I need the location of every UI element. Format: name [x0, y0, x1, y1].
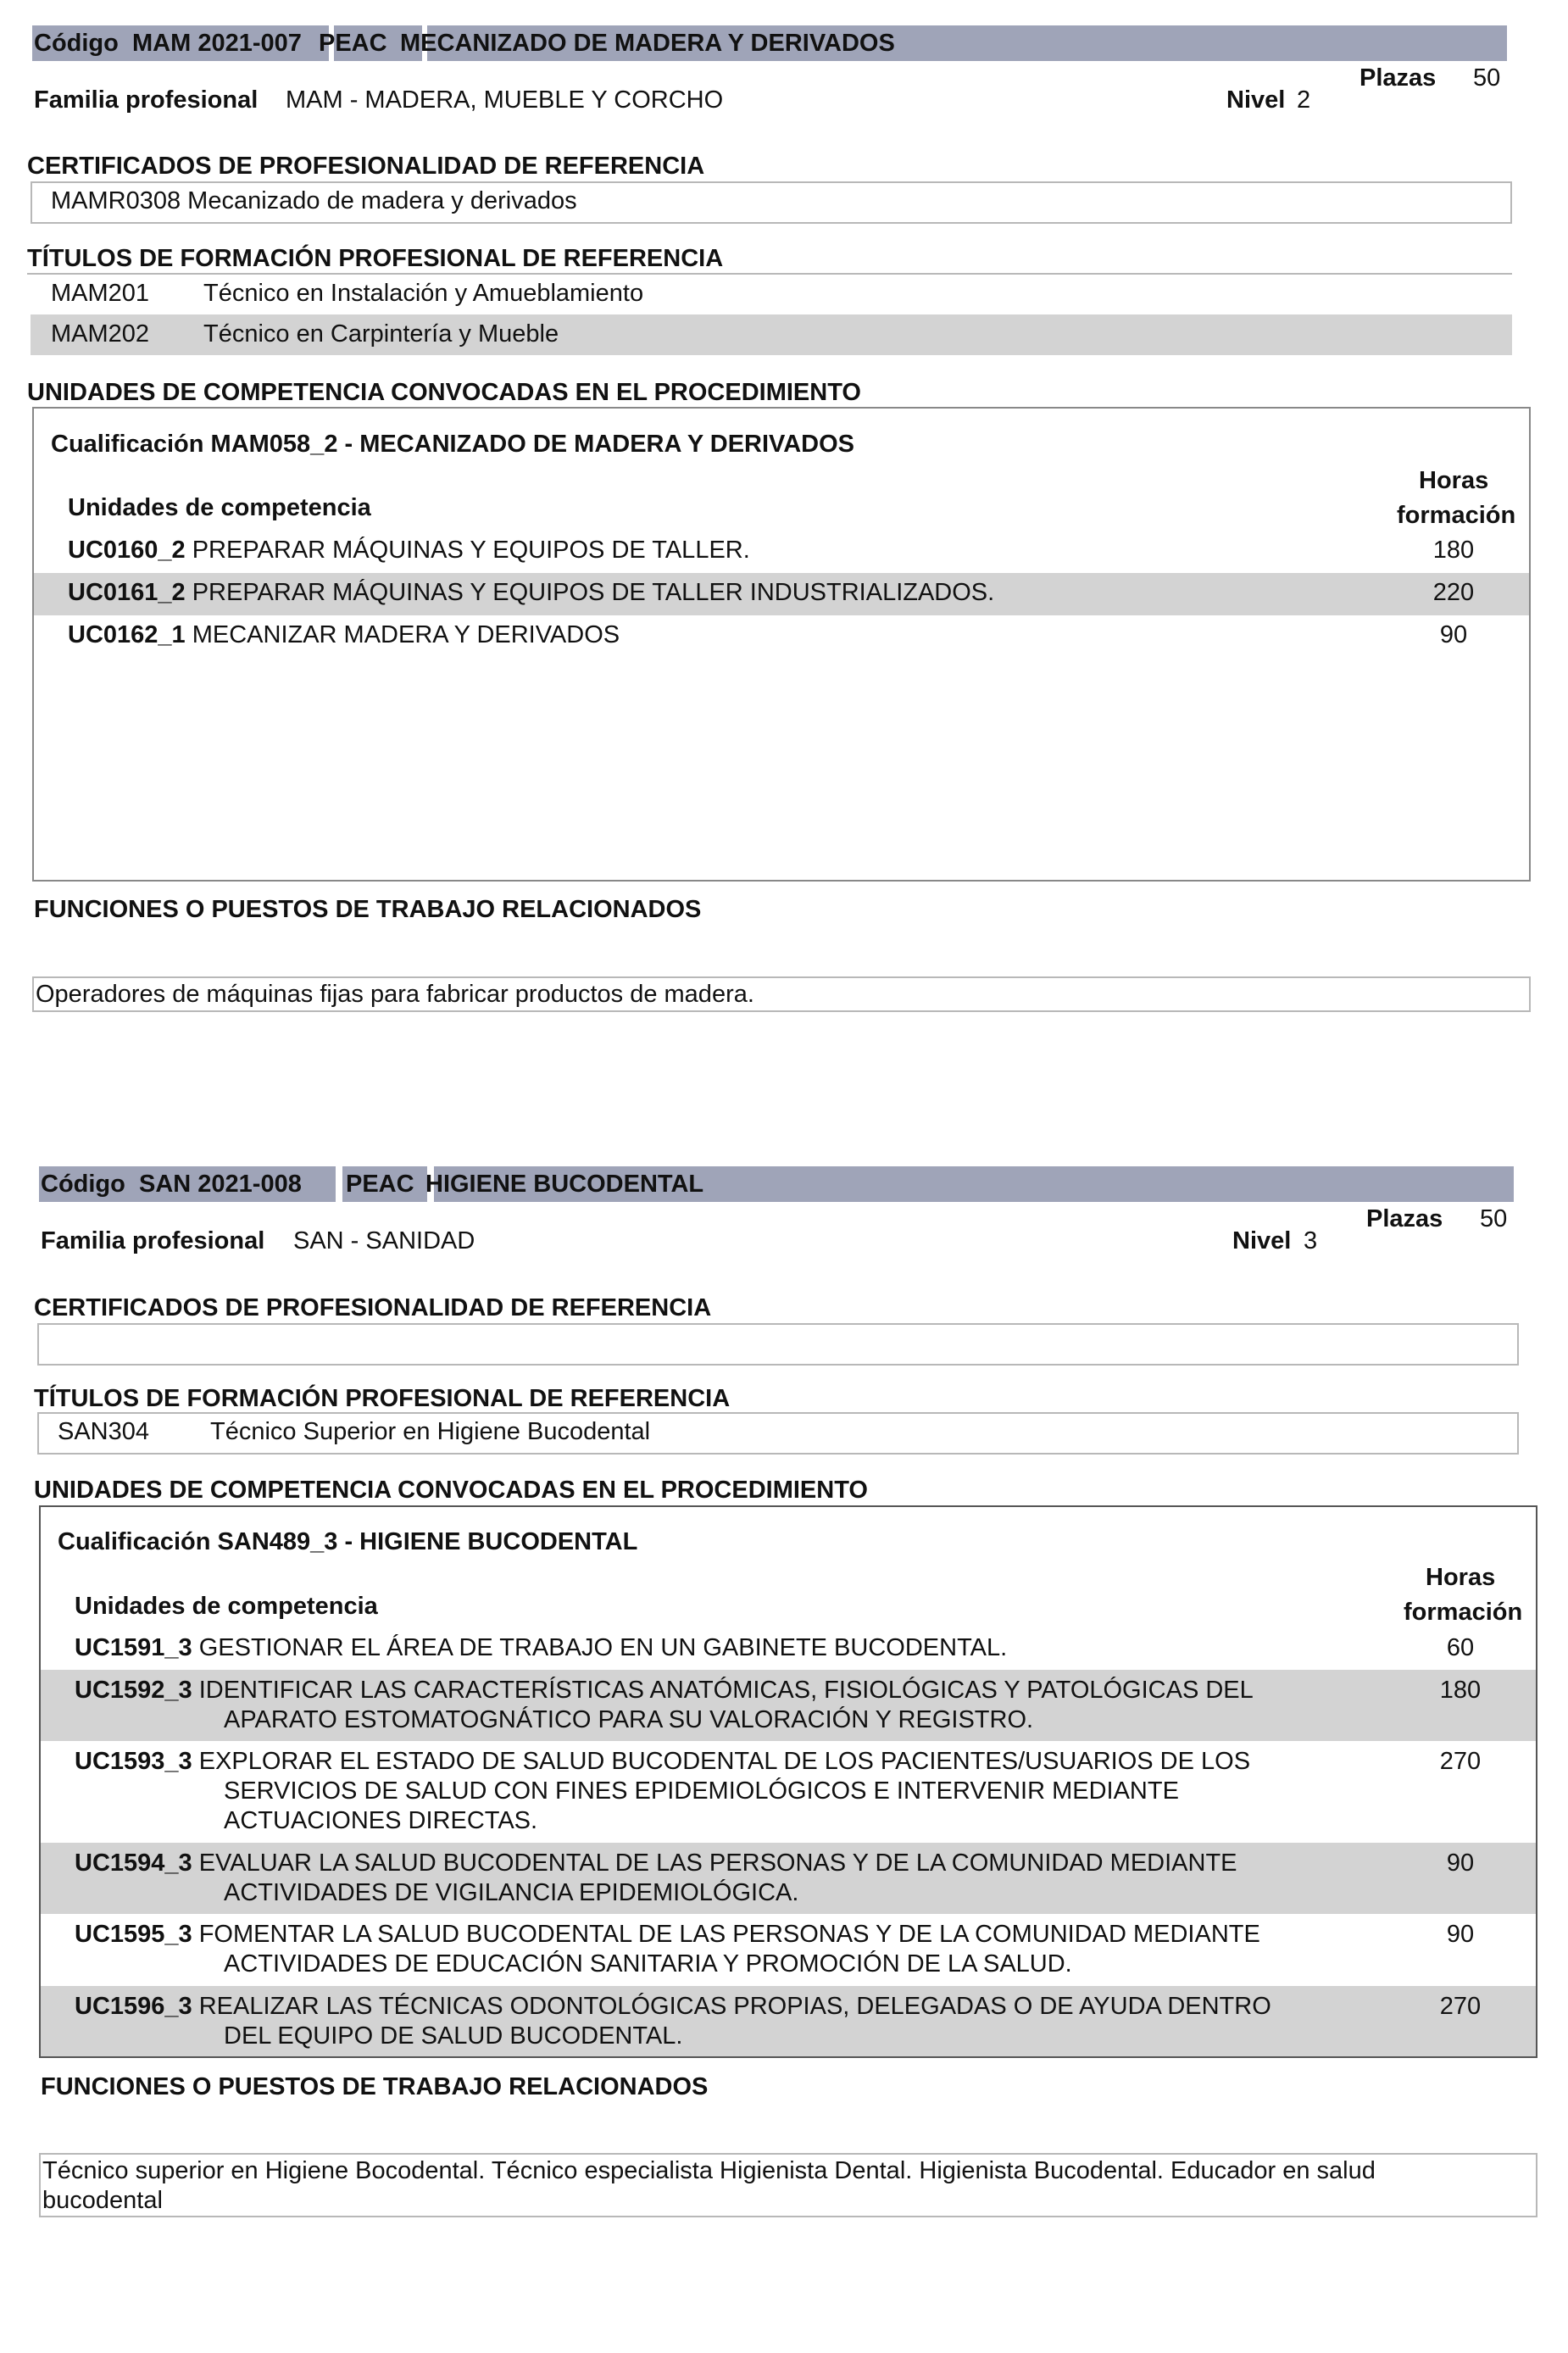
uc-code: UC1591_3	[75, 1634, 192, 1661]
horas-header-2: formación	[1404, 1599, 1523, 1626]
funciones-title: FUNCIONES O PUESTOS DE TRABAJO RELACIONADOS	[41, 2073, 709, 2100]
nivel-label: Nivel	[1232, 1227, 1292, 1254]
uc-description: FOMENTAR LA SALUD BUCODENTAL DE LAS PERSONAS Y DE LA COMUNIDAD MEDIANTE	[198, 1921, 1260, 1948]
block-title: HIGIENE BUCODENTAL	[425, 1171, 704, 1198]
codigo-label: Código	[34, 30, 119, 57]
uc-row	[75, 1921, 1260, 1949]
codigo-value: MAM 2021-007	[132, 30, 302, 57]
uc-description-cont: SERVICIOS DE SALUD CON FINES EPIDEMIOLÓGICOS E INTERVENIR MEDIANTE	[224, 1777, 1179, 1805]
uc-description-cont: ACTIVIDADES DE EDUCACIÓN SANITARIA Y PROMOCIÓN DE LA SALUD.	[224, 1950, 1072, 1978]
uc-code: UC0162_1	[68, 621, 186, 648]
familia-label: Familia profesional	[34, 86, 259, 114]
peac-label: PEAC	[346, 1171, 414, 1198]
plazas-value: 50	[1473, 64, 1501, 92]
titulos-title: TÍTULOS DE FORMACIÓN PROFESIONAL DE REFERENCIA	[27, 245, 724, 272]
uc-description: EXPLORAR EL ESTADO DE SALUD BUCODENTAL DE LOS PACIENTES/USUARIOS DE LOS	[198, 1748, 1251, 1775]
uc-description-cont: DEL EQUIPO DE SALUD BUCODENTAL.	[224, 2022, 683, 2050]
uc-description-cont: ACTUACIONES DIRECTAS.	[224, 1807, 538, 1834]
titulo-name: Técnico en Carpintería y Mueble	[203, 320, 559, 348]
uc-code: UC1594_3	[75, 1850, 192, 1877]
uc-row	[75, 1748, 1250, 1776]
uc-hours: 220	[1432, 579, 1475, 606]
certificados-box-empty	[37, 1323, 1519, 1366]
uc-description: PREPARAR MÁQUINAS Y EQUIPOS DE TALLER INDUSTRIALIZADOS.	[192, 579, 995, 606]
uc-description: GESTIONAR EL ÁREA DE TRABAJO EN UN GABINETE BUCODENTAL.	[198, 1634, 1008, 1661]
uc-hours: 90	[1446, 1850, 1475, 1877]
funciones-title: FUNCIONES O PUESTOS DE TRABAJO RELACIONADOS	[34, 896, 702, 923]
uc-row	[75, 1993, 1271, 2021]
familia-value: SAN - SANIDAD	[293, 1227, 475, 1254]
horas-header-1: Horas	[1426, 1564, 1496, 1591]
uc-row	[68, 537, 750, 565]
titulos-divider	[27, 273, 1512, 275]
peac-label: PEAC	[319, 30, 387, 57]
plazas-label: Plazas	[1366, 1205, 1443, 1232]
uc-hours: 90	[1446, 1921, 1475, 1948]
block-title: MECANIZADO DE MADERA Y DERIVADOS	[400, 30, 895, 57]
uc-hours: 270	[1439, 1993, 1482, 2020]
plazas-value: 50	[1480, 1205, 1508, 1232]
certificados-title: CERTIFICADOS DE PROFESIONALIDAD DE REFERENCIA	[27, 153, 705, 180]
uc-code: UC1596_3	[75, 1993, 192, 2020]
certificados-title: CERTIFICADOS DE PROFESIONALIDAD DE REFERENCIA	[34, 1294, 712, 1321]
uc-hours: 180	[1432, 537, 1475, 564]
uc-code: UC0161_2	[68, 579, 186, 606]
uc-description: REALIZAR LAS TÉCNICAS ODONTOLÓGICAS PROPIAS, DELEGADAS O DE AYUDA DENTRO	[198, 1993, 1271, 2020]
uc-code: UC0160_2	[68, 537, 186, 564]
nivel-value: 2	[1297, 86, 1311, 114]
nivel-label: Nivel	[1226, 86, 1286, 114]
uc-header: Unidades de competencia	[68, 494, 371, 521]
codigo-value: SAN 2021-008	[139, 1171, 302, 1198]
uc-hours: 90	[1439, 621, 1468, 648]
cualificacion-title: Cualificación SAN489_3 - HIGIENE BUCODENTAL	[58, 1528, 638, 1555]
nivel-value: 3	[1304, 1227, 1318, 1254]
titulo-name: Técnico Superior en Higiene Bucodental	[210, 1418, 651, 1445]
plazas-label: Plazas	[1359, 64, 1437, 92]
uc-row	[75, 1634, 1007, 1662]
uc-row	[68, 579, 994, 607]
horas-header-2: formación	[1397, 502, 1516, 529]
uc-code: UC1592_3	[75, 1677, 192, 1704]
funciones-text: Operadores de máquinas fijas para fabricar productos de madera.	[36, 981, 754, 1008]
familia-label: Familia profesional	[41, 1227, 265, 1254]
titulos-title: TÍTULOS DE FORMACIÓN PROFESIONAL DE REFERENCIA	[34, 1385, 731, 1412]
uc-hours: 180	[1439, 1677, 1482, 1704]
funciones-text: Técnico superior en Higiene Bocodental. Técnico especialista Higienista Dental. Higienista Bucodental. Educador en salud	[42, 2157, 1376, 2184]
uc-code: UC1593_3	[75, 1748, 192, 1775]
titulo-code: MAM202	[51, 320, 150, 348]
uc-hours: 60	[1446, 1634, 1475, 1661]
uc-description: PREPARAR MÁQUINAS Y EQUIPOS DE TALLER.	[192, 537, 750, 564]
uc-description-cont: APARATO ESTOMATOGNÁTICO PARA SU VALORACIÓN Y REGISTRO.	[224, 1706, 1034, 1733]
titulo-code: MAM201	[51, 280, 150, 307]
uc-row	[68, 621, 620, 649]
uc-code: UC1595_3	[75, 1921, 192, 1948]
uc-header: Unidades de competencia	[75, 1593, 378, 1620]
funciones-text-cont: bucodental	[42, 2187, 163, 2214]
uc-description-cont: ACTIVIDADES DE VIGILANCIA EPIDEMIOLÓGICA.	[224, 1879, 799, 1906]
uc-row	[75, 1677, 1254, 1705]
horas-header-1: Horas	[1419, 467, 1489, 494]
titulo-code: SAN304	[58, 1418, 150, 1445]
familia-value: MAM - MADERA, MUEBLE Y CORCHO	[286, 86, 724, 114]
uc-row	[75, 1850, 1237, 1877]
certificado-item: MAMR0308 Mecanizado de madera y derivados	[51, 187, 577, 214]
unidades-title: UNIDADES DE COMPETENCIA CONVOCADAS EN EL PROCEDIMIENTO	[34, 1477, 868, 1504]
uc-description: EVALUAR LA SALUD BUCODENTAL DE LAS PERSONAS Y DE LA COMUNIDAD MEDIANTE	[198, 1850, 1237, 1877]
uc-description: MECANIZAR MADERA Y DERIVADOS	[192, 621, 620, 648]
codigo-label: Código	[41, 1171, 125, 1198]
cualificacion-title: Cualificación MAM058_2 - MECANIZADO DE MADERA Y DERIVADOS	[51, 431, 855, 458]
uc-hours: 270	[1439, 1748, 1482, 1775]
unidades-title: UNIDADES DE COMPETENCIA CONVOCADAS EN EL PROCEDIMIENTO	[27, 379, 861, 406]
titulo-name: Técnico en Instalación y Amueblamiento	[203, 280, 644, 307]
uc-description: IDENTIFICAR LAS CARACTERÍSTICAS ANATÓMICAS, FISIOLÓGICAS Y PATOLÓGICAS DEL	[198, 1677, 1254, 1704]
